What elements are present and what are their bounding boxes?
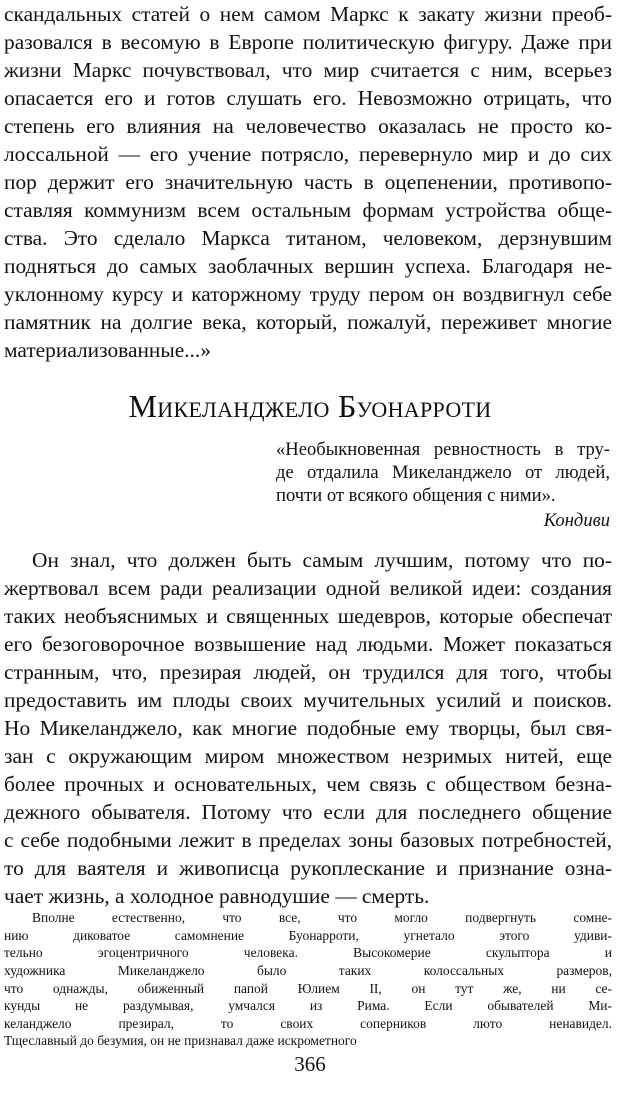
intro-line: уклонному курсу и каторжному труду пером он воздвигнул себе xyxy=(4,282,612,306)
epigraph-line: почти от всякого общения с ними». xyxy=(276,485,556,506)
paragraph-line: зан с окружающим миром множеством незримых нитей, еще xyxy=(4,744,612,768)
paragraph-line: Он знал, что должен быть самым лучшим, потому что по- xyxy=(32,548,612,572)
paragraph-line: то для ваятеля и живописца рукоплескание и признание озна- xyxy=(4,856,612,880)
chapter-title: Микеланджело Буонарроти xyxy=(128,388,492,424)
intro-line: материализованные...» xyxy=(4,338,211,362)
paragraph-line: кунды не раздумывая, умчался из Рима. Если обывателей Ми- xyxy=(4,998,612,1014)
paragraph-line: странным, что, презирая людей, он трудился для того, чтобы xyxy=(4,660,612,684)
epigraph-line: «Необыкновенная ревностность в тру- xyxy=(276,439,610,460)
intro-line: опасается его и готов слушать его. Невозможно отрицать, что xyxy=(4,86,612,110)
paragraph-line: Тщеславный до безумия, он не признавал даже искрометного xyxy=(4,1033,357,1049)
paragraph-line: келанджело презирал, то своих соперников люто ненавидел. xyxy=(4,1015,612,1031)
intro-line: степень его влияния на человечество оказалась не просто ко- xyxy=(4,114,612,138)
intro-line: лоссальной — его учение потрясло, перевернуло мир и до сих xyxy=(4,142,612,166)
paragraph-line: таких необъяснимых и священных шедевров, которые обеспечат xyxy=(4,604,612,628)
paragraph-line: его безоговорочное возвышение над людьми. Может показаться xyxy=(4,632,612,656)
intro-line: подняться до самых заоблачных вершин успеха. Благодаря не- xyxy=(4,254,612,278)
paragraph-line: предоставить им плоды своих мучительных усилий и поисков. xyxy=(4,688,612,712)
paragraph-line: что однажды, обиженный папой Юлием II, он тут же, ни се- xyxy=(4,980,612,996)
paragraph-line: нию диковатое самомнение Буонарроти, угнетало этого удиви- xyxy=(4,927,612,943)
paragraph-line: тельно эгоцентричного человека. Высокомерие скульптора и xyxy=(4,945,612,961)
paragraph-line: с себе подобными лежит в пределах зоны базовых потребностей, xyxy=(4,828,612,852)
paragraph-line: чает жизнь, а холодное равнодушие — смерть. xyxy=(4,884,430,908)
paragraph-line: дежного обывателя. Потому что если для последнего общение xyxy=(4,800,612,824)
epigraph-author: Кондиви xyxy=(543,510,610,531)
intro-line: ства. Это сделало Маркса титаном, человеком, дерзнувшим xyxy=(4,226,612,250)
paragraph-line: Вполне естественно, что все, что могло подвергнуть сомне- xyxy=(32,910,612,925)
intro-line: скандальных статей о нем самом Маркс к закату жизни преоб- xyxy=(4,2,612,26)
intro-line: жизни Маркс почувствовал, что мир считается с ним, всерьез xyxy=(4,58,612,82)
intro-line: ставляя коммунизм всем остальным формам устройства обще- xyxy=(4,198,612,222)
intro-line: памятник на долгие века, который, пожалуй, переживет многие xyxy=(4,310,612,334)
paragraph-line: Но Микеланджело, как многие подобные ему творцы, был свя- xyxy=(4,716,612,740)
page-number: 366 xyxy=(294,1052,326,1076)
paragraph-line: более прочных и основательных, чем связь с обществом безна- xyxy=(4,772,612,796)
epigraph-line: де отдалила Микеланджело от людей, xyxy=(276,462,610,483)
paragraph-line: художника Микеланджело было таких колоссальных размеров, xyxy=(4,962,612,978)
paragraph-line: жертвовал всем ради реализации одной великой идеи: создания xyxy=(4,576,612,600)
intro-line: пор держит его значительную часть в оцепенении, противопо- xyxy=(4,170,612,194)
intro-line: разовался в весомую в Европе политическую фигуру. Даже при xyxy=(4,30,612,54)
